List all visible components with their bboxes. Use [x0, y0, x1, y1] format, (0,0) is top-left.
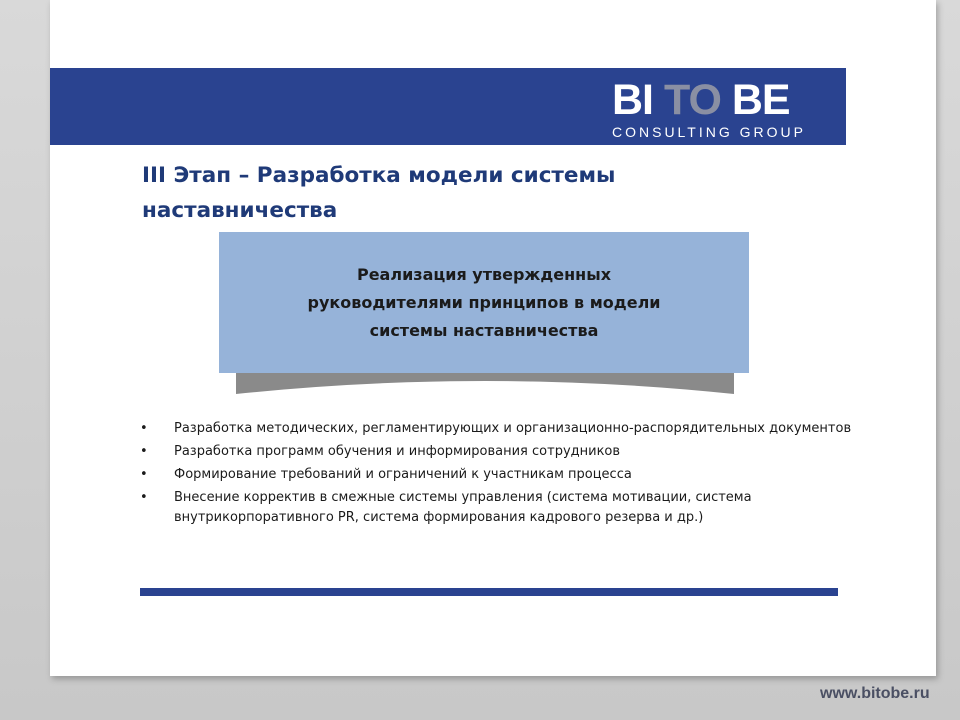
bullet-text: Внесение корректив в смежные системы управления (система мотивации, система внутрикорпоративного PR, система формирования кадрового резерва и др.) — [174, 490, 752, 525]
company-logo — [612, 78, 822, 140]
bullet-item — [140, 419, 860, 439]
banner-line-2: руководителями принципов в модели — [307, 292, 661, 312]
logo-subtitle: CONSULTING GROUP — [612, 124, 806, 140]
slide-title — [142, 158, 742, 228]
logo-part-be: BE — [731, 76, 790, 124]
bullet-text: Формирование требований и ограничений к участникам процесса — [174, 467, 632, 482]
slide-page — [50, 0, 936, 676]
bullet-dot: • — [140, 444, 148, 459]
slide-title-line-2: наставничества — [142, 198, 338, 223]
bullet-text: Разработка программ обучения и информирования сотрудников — [174, 444, 621, 459]
bullet-text: Разработка методических, регламентирующих и организационно-распорядительных документов — [174, 421, 852, 436]
logo-part-to: TO — [663, 76, 721, 124]
banner-text — [269, 261, 699, 345]
logo-part-bi: BI — [612, 76, 653, 124]
bullet-item — [140, 442, 860, 462]
logo-wordmark — [612, 78, 822, 122]
header-band — [50, 68, 846, 145]
banner-line-3: системы наставничества — [369, 320, 599, 340]
bullet-dot: • — [140, 421, 148, 436]
slide-title-line-1: III Этап – Разработка модели системы — [142, 163, 616, 188]
bullet-item — [140, 488, 860, 528]
bullet-list — [140, 419, 860, 531]
footer-divider-bar — [140, 588, 838, 596]
key-message-banner — [219, 232, 749, 373]
website-link[interactable]: www.bitobe.ru — [820, 685, 930, 702]
banner-line-1: Реализация утвержденных — [356, 264, 612, 284]
bullet-item — [140, 465, 860, 485]
bullet-dot: • — [140, 490, 148, 505]
bullet-dot: • — [140, 467, 148, 482]
